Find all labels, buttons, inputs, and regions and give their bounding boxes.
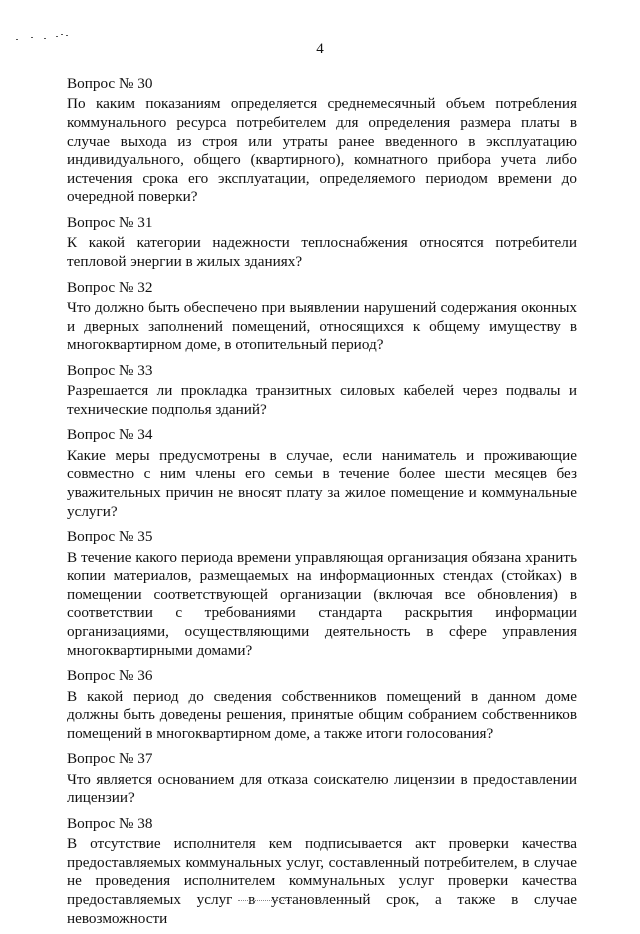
question-text: По каким показаниям определяется среднемесячный объем потребления коммунального ресурса потребителем для определения размера платы в случае выхода из строя или утраты ранее введенного в эксплуатацию индивидуального, общего (квартирного), комнатного прибора учета либо истечения срока его эксплуатации, определяемого периодом времени до очередной поверки? (67, 95, 577, 206)
question-title: Вопрос № 38 (67, 814, 153, 832)
question-title: Вопрос № 32 (67, 278, 153, 296)
question-text: Что должно быть обеспечено при выявлении нарушений содержания оконных и дверных заполнений помещений, относящихся к общему имуществу в многоквартирном доме, в отопительный период? (67, 298, 577, 354)
question-title: Вопрос № 35 (67, 528, 153, 546)
question-title: Вопрос № 33 (67, 361, 153, 379)
question-text: В какой период до сведения собственников помещений в данном доме должны быть доведены решения, принятые общим собранием собственников помещений в многоквартирном доме, а также итоги голосования? (67, 687, 577, 742)
question-title: Вопрос № 36 (67, 667, 153, 685)
question-38 (67, 814, 577, 928)
question-title: Вопрос № 30 (67, 75, 153, 92)
question-title: Вопрос № 37 (67, 750, 153, 768)
question-list (67, 74, 577, 934)
question-30 (67, 74, 577, 207)
question-text: В отсутствие исполнителя кем подписывается акт проверки качества предоставляемых коммунальных услуг, составленный потребителем, в случае не проведения исполнителем коммунальных услуг проверки качества предоставляемых услуг в установленный срок, а также в случае невозможности (67, 835, 577, 927)
question-text: К какой категории надежности теплоснабжения относятся потребители тепловой энергии в жилых зданиях? (67, 234, 577, 270)
question-text: В течение какого периода времени управляющая организация обязана хранить копии материалов, размещаемых на информационных стендах (стойках) в помещении соответствующей организации (включая все обновления) в соответствии с требованиями стандарта раскрытия информации организациями, осуществляющими деятельность в сфере управления многоквартирными домами? (67, 548, 577, 659)
question-text: Что является основанием для отказа соискателю лицензии в предоставлении лицензии? (67, 770, 577, 807)
question-text: Разрешается ли прокладка транзитных силовых кабелей через подвалы и технические подполья зданий? (67, 382, 577, 418)
question-34 (67, 425, 577, 521)
question-title: Вопрос № 31 (67, 213, 153, 231)
question-title: Вопрос № 34 (67, 426, 153, 444)
question-33 (67, 361, 577, 420)
page-number: 4 (316, 41, 324, 57)
bottom-scan-mark (238, 900, 358, 903)
question-text: Какие меры предусмотрены в случае, если наниматель и проживающие совместно с ним члены его семьи в течение более шести месяцев без уважительных причин не вносят плату за жилое помещение и коммунальные услуги? (67, 446, 577, 520)
question-37 (67, 749, 577, 808)
question-32 (67, 278, 577, 355)
question-31 (67, 213, 577, 272)
question-36 (67, 666, 577, 743)
question-35 (67, 527, 577, 660)
